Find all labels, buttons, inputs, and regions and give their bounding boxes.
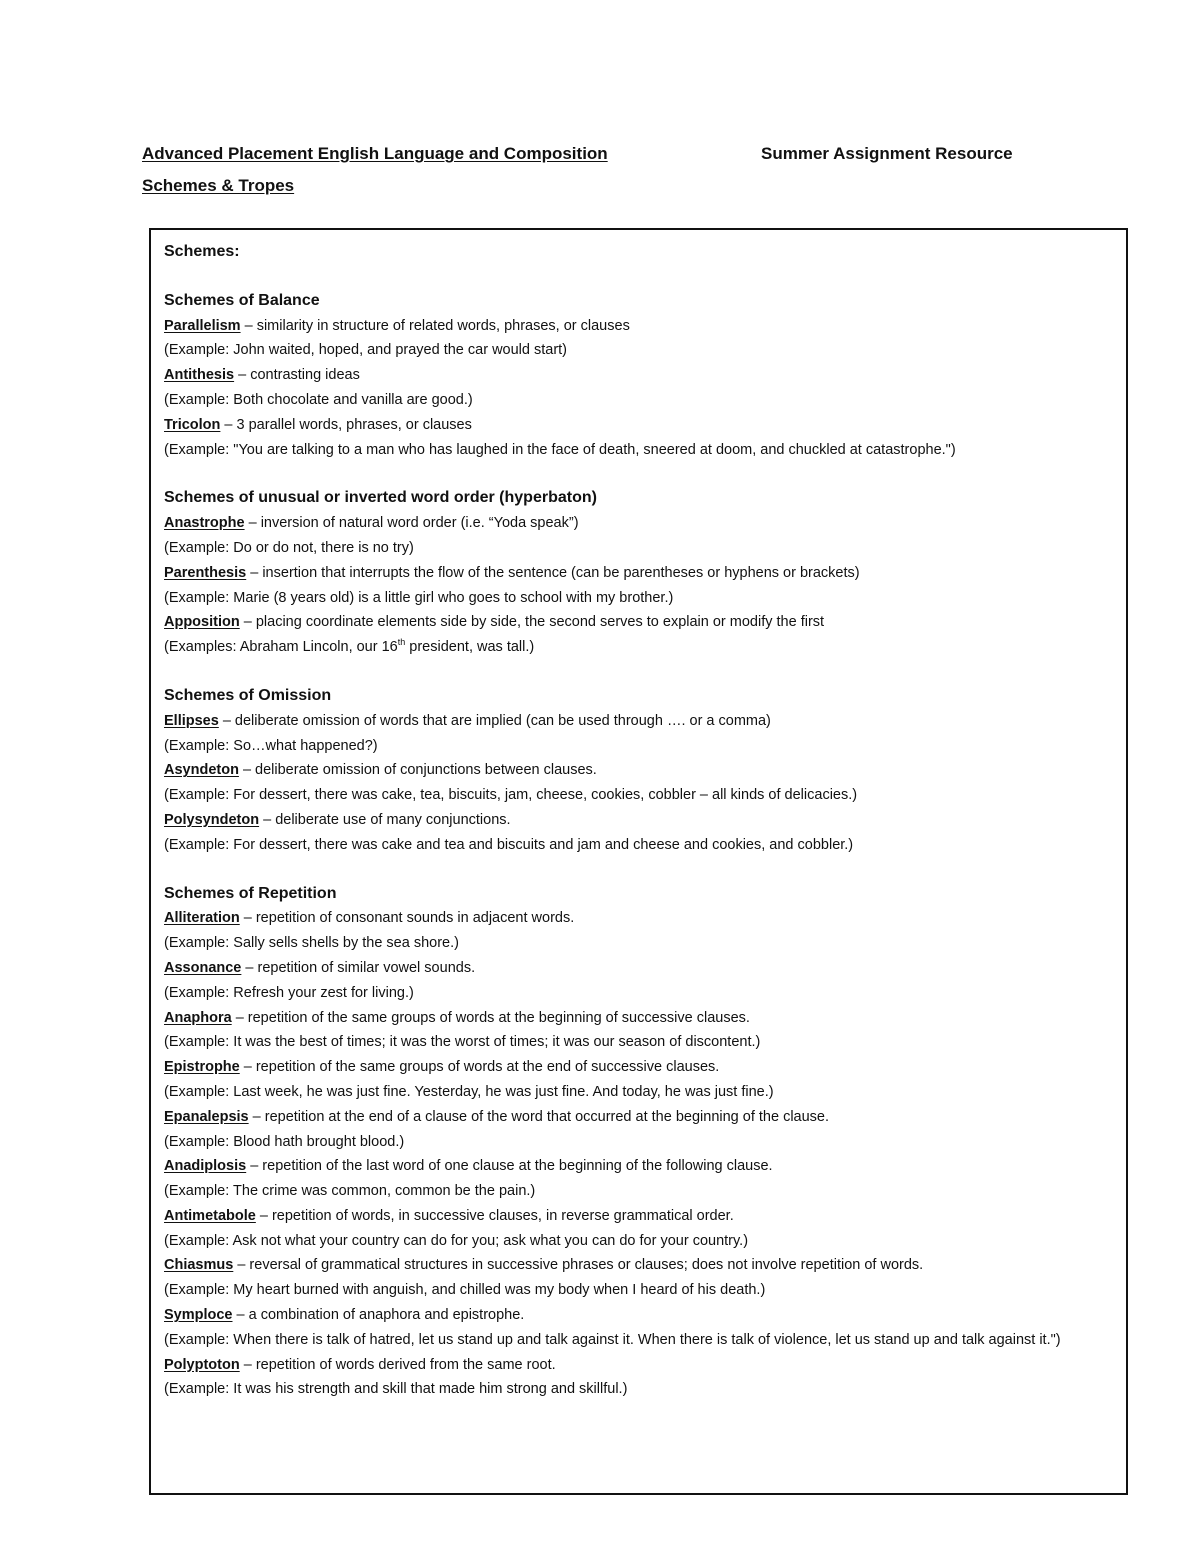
document-subtitle: Schemes & Tropes (142, 176, 295, 195)
term: Apposition (164, 614, 240, 631)
section-title: Schemes of Omission (164, 686, 332, 704)
term: Antimetabole (164, 1207, 256, 1224)
definition: – insertion that interrupts the flow of the sentence (can be parentheses or hyphens or brackets) (246, 564, 860, 581)
definition: – reversal of grammatical structures in successive phrases or clauses; does not involve repetition of words. (233, 1257, 924, 1274)
example-line: (Example: The crime was common, common be the pain.) (164, 1183, 536, 1200)
definition-line (164, 906, 1114, 931)
course-title: Advanced Placement English Language and Composition (142, 144, 608, 163)
example-line: (Example: For dessert, there was cake, tea, biscuits, jam, cheese, cookies, cobbler – all kinds of delicacies.) (164, 787, 858, 804)
ordinal-suffix: th (397, 637, 406, 648)
example-line: (Example: Do or do not, there is no try) (164, 539, 414, 556)
term: Parallelism (164, 317, 241, 334)
definition: – deliberate use of many conjunctions. (259, 811, 511, 828)
schemes-content (164, 240, 1114, 1402)
example-text: (Examples: Abraham Lincoln, our 16 (164, 639, 398, 656)
term: Anastrophe (164, 515, 245, 532)
definition-line (164, 1154, 1114, 1179)
term: Parenthesis (164, 564, 247, 581)
example-line: (Example: It was his strength and skill that made him strong and skillful.) (164, 1381, 628, 1398)
example-line: (Example: My heart burned with anguish, and chilled was my body when I heard of his death.) (164, 1282, 766, 1299)
example-line: (Example: For dessert, there was cake and tea and biscuits and jam and cheese and cookies, and cobbler.) (164, 836, 854, 853)
resource-title: Summer Assignment Resource (761, 144, 1013, 163)
term: Anadiplosis (164, 1158, 247, 1175)
definition-line (164, 363, 1114, 388)
definition: – deliberate omission of conjunctions between clauses. (238, 762, 597, 779)
term: Antithesis (164, 367, 235, 384)
example-line: (Example: John waited, hoped, and prayed the car would start) (164, 342, 568, 359)
example-line: (Example: Ask not what your country can do for you; ask what you can do for your country.) (164, 1232, 749, 1249)
definition-line (164, 314, 1114, 339)
definition-line (164, 709, 1114, 734)
example-line: (Example: Both chocolate and vanilla are good.) (164, 391, 473, 408)
example-line: (Example: Refresh your zest for living.) (164, 984, 414, 1001)
example-line: (Example: Last week, he was just fine. Yesterday, he was just fine. And today, he was just fine.) (164, 1083, 774, 1100)
example-line: (Example: "You are talking to a man who has laughed in the face of death, sneered at doom, and chuckled at catastrophe.") (164, 441, 956, 458)
term: Anaphora (164, 1009, 232, 1026)
definition: – repetition of consonant sounds in adjacent words. (239, 910, 575, 927)
definition: – repetition of the same groups of words at the beginning of successive clauses. (231, 1009, 750, 1026)
definition-line (164, 1006, 1114, 1031)
definition: – repetition of words, in successive clauses, in reverse grammatical order. (255, 1207, 734, 1224)
example-line: (Example: Marie (8 years old) is a little girl who goes to school with my brother.) (164, 589, 674, 606)
term: Alliteration (164, 910, 240, 927)
definition: – contrasting ideas (234, 367, 360, 384)
example-line: (Example: Blood hath brought blood.) (164, 1133, 405, 1150)
definition-line (164, 1303, 1114, 1328)
section-title: Schemes of unusual or inverted word order (hyperbaton) (164, 489, 597, 507)
example-line: (Example: It was the best of times; it was the worst of times; it was our season of discontent.) (164, 1034, 761, 1051)
definition-line (164, 956, 1114, 981)
term: Tricolon (164, 416, 221, 433)
definition: – repetition of words derived from the same root. (239, 1356, 556, 1373)
term: Polysyndeton (164, 811, 260, 828)
definition-line (164, 1055, 1114, 1080)
example-line: (Example: So…what happened?) (164, 737, 378, 754)
term: Asyndeton (164, 762, 239, 779)
schemes-heading: Schemes: (164, 243, 240, 260)
definition-line (164, 511, 1114, 536)
definition: – 3 parallel words, phrases, or clauses (220, 416, 472, 433)
definition-line (164, 1204, 1114, 1229)
example-line: (Example: When there is talk of hatred, let us stand up and talk against it. When there is talk of violence, let us stand up and talk against it.") (164, 1331, 1061, 1348)
term: Assonance (164, 959, 242, 976)
section-title: Schemes of Balance (164, 291, 320, 309)
definition-line (164, 758, 1114, 783)
definition-line (164, 1105, 1114, 1130)
term: Polyptoton (164, 1356, 240, 1373)
definition-line (164, 610, 1114, 635)
term: Epanalepsis (164, 1108, 249, 1125)
definition-line (164, 561, 1114, 586)
definition: – repetition of the last word of one clause at the beginning of the following clause. (246, 1158, 773, 1175)
term: Symploce (164, 1307, 233, 1324)
definition: – repetition of the same groups of words at the end of successive clauses. (239, 1059, 720, 1076)
definition: – similarity in structure of related words, phrases, or clauses (240, 317, 630, 334)
definition: – repetition of similar vowel sounds. (241, 959, 476, 976)
definition: – repetition at the end of a clause of the word that occurred at the beginning of the clause. (248, 1108, 830, 1125)
term: Epistrophe (164, 1059, 240, 1076)
definition-line (164, 1253, 1114, 1278)
term: Chiasmus (164, 1257, 234, 1274)
term: Ellipses (164, 712, 219, 729)
definition: – deliberate omission of words that are implied (can be used through …. or a comma) (218, 712, 771, 729)
definition-line (164, 413, 1114, 438)
definition: – placing coordinate elements side by side, the second serves to explain or modify the first (239, 614, 825, 631)
example-text: president, was tall.) (405, 639, 535, 656)
example-line (164, 635, 1114, 660)
section-title: Schemes of Repetition (164, 884, 337, 902)
definition-line (164, 808, 1114, 833)
definition: – a combination of anaphora and epistrophe. (232, 1307, 525, 1324)
example-line: (Example: Sally sells shells by the sea shore.) (164, 935, 459, 952)
definition: – inversion of natural word order (i.e. “Yoda speak”) (244, 515, 579, 532)
definition-line (164, 1353, 1114, 1378)
